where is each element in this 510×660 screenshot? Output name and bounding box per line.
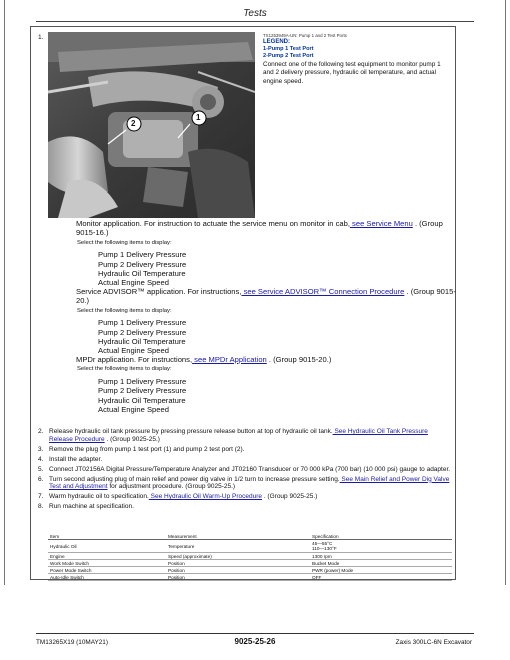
table-cell: Temperature (166, 540, 310, 553)
table-cell: Bucket Mode (310, 560, 452, 567)
table-row (48, 553, 452, 560)
manual-id: TM13265X19 (10MAY21) (36, 639, 108, 646)
step-body: Remove the plug from pump 1 test port (1) and pump 2 test port (2). (49, 445, 245, 453)
step-5 (38, 466, 452, 474)
step-text (49, 428, 452, 443)
step-group: . (Group 9025-25.) (262, 493, 318, 501)
step-7 (38, 493, 452, 501)
legend-item: 2-Pump 2 Test Port (263, 53, 314, 60)
list-item: Pump 1 Delivery Pressure (98, 250, 187, 260)
step-3 (38, 446, 452, 454)
list-item: Actual Engine Speed (98, 346, 169, 356)
mpdr-paragraph (76, 355, 456, 364)
table-cell: Position (166, 567, 310, 574)
machine-model: Zaxis 300LC-6N Excavator (395, 639, 472, 646)
column-header: Item (48, 533, 166, 540)
step-number: 3. (38, 445, 44, 453)
step-body: Turn second adjusting plug of main relief and power dig valve in 1/2 turn to increase pressure setting. (49, 475, 340, 483)
step-body: Connect JT02156A Digital Pressure/Temperature Analyzer and JT02160 Transducer or 70 000 kPa (700 bar) (10 000 psi) gauge to adapter. (49, 465, 451, 473)
advisor-group: . (Group 9015-20.) (76, 287, 456, 306)
list-item: Hydraulic Oil Temperature (98, 269, 186, 278)
mpdr-items (98, 377, 456, 415)
table-cell: Speed (approximate) (166, 553, 310, 560)
list-item: Actual Engine Speed (98, 278, 169, 288)
column-header: Measurement (166, 533, 310, 540)
step-6 (38, 476, 452, 491)
step-4 (38, 456, 452, 464)
list-item: Pump 1 Delivery Pressure (98, 318, 187, 328)
footer-rule (36, 633, 474, 634)
pump-test-ports-photo (48, 32, 255, 218)
service-menu-link[interactable]: see Service Menu (349, 219, 413, 228)
list-item: Hydraulic Oil Temperature (98, 395, 186, 405)
figure-caption (263, 33, 451, 86)
callout-1: 1 (196, 113, 201, 122)
monitor-items (98, 250, 456, 288)
list-item: Pump 1 Delivery Pressure (98, 376, 187, 386)
table-row (48, 560, 452, 567)
caption-text: Connect one of the following test equipment to monitor pump 1 and 2 delivery pressure, hydraulic oil temperature, and actual engine speed. (263, 61, 441, 85)
table-cell: 1300 rpm (310, 553, 452, 560)
right-margin-rule (505, 0, 506, 585)
monitor-section (76, 219, 456, 288)
list-item: Hydraulic Oil Temperature (98, 337, 186, 346)
callout-2: 2 (131, 119, 136, 128)
legend-item: 1-Pump 1 Test Port (263, 46, 314, 53)
step-number: 6. (38, 475, 44, 483)
step-number: 8. (38, 503, 44, 511)
step-8 (38, 503, 452, 511)
advisor-section (76, 287, 456, 356)
tank-pressure-release-link[interactable]: See Hydraulic Oil Tank Pressure Release Procedure (49, 428, 428, 443)
left-margin-rule (4, 0, 5, 585)
step-group: . (Group 9025-25.) (104, 435, 160, 443)
step-number: 5. (38, 465, 44, 473)
step-body: Warm hydraulic oil to specification. (49, 493, 149, 501)
table-cell: Hydraulic Oil (48, 540, 166, 553)
table-row (48, 540, 452, 553)
specification-table (48, 533, 452, 581)
table-cell: PWR (power) Mode (310, 567, 452, 574)
table-cell: Auto-Idle Switch (48, 574, 166, 581)
select-label: Select the following items to display: (77, 239, 172, 246)
main-relief-adjustment-link[interactable]: See Main Relief and Power Dig Valve Test and Adjustment (49, 475, 450, 491)
list-item: Pump 2 Delivery Pressure (98, 327, 187, 337)
advisor-connection-link[interactable]: see Service ADVISOR™ Connection Procedure (241, 287, 405, 296)
table-row (48, 567, 452, 574)
advisor-text: Service ADVISOR™ application. For instructions, (76, 287, 242, 296)
step-body: Run machine at specification. (49, 503, 134, 511)
monitor-group: . (Group 9015-16.) (76, 219, 443, 238)
mpdr-text: MPDr application. For instructions, (76, 355, 193, 364)
step-number: 7. (38, 493, 44, 501)
page-number: 9025-25-26 (234, 637, 276, 646)
step-body: Install the adapter. (49, 455, 103, 463)
column-header: Specification (310, 533, 452, 540)
page-title: Tests (243, 8, 267, 19)
procedure-steps (38, 428, 452, 513)
mpdr-application-link[interactable]: see MPDr Application (192, 355, 267, 364)
list-item: Actual Engine Speed (98, 405, 169, 415)
monitor-paragraph (76, 219, 456, 238)
table-cell: 45—55°C 110—130°F (310, 540, 452, 553)
step-text (49, 476, 452, 491)
advisor-items (98, 318, 456, 356)
legend-title: LEGEND: (263, 39, 290, 45)
list-item: Pump 2 Delivery Pressure (98, 386, 187, 396)
step-1-number: 1. (38, 34, 44, 41)
step-text (49, 493, 452, 501)
table-cell: Position (166, 574, 310, 581)
table-cell: Position (166, 560, 310, 567)
step-group: for adjustment procedure. (Group 9025-25.) (107, 483, 236, 491)
monitor-text: Monitor application. For instruction to actuate the service menu on monitor in cab, (76, 219, 350, 228)
table-cell: Work Mode Switch (48, 560, 166, 567)
header-rule (36, 21, 474, 22)
step-body: Release hydraulic oil tank pressure by pressing pressure release button at top of hydraulic oil tank. (49, 428, 333, 435)
list-item: Pump 2 Delivery Pressure (98, 259, 187, 269)
table-cell: Engine (48, 553, 166, 560)
step-2 (38, 428, 452, 443)
mpdr-group: . (Group 9015-20.) (266, 355, 332, 364)
advisor-paragraph (76, 287, 456, 306)
step-number: 2. (38, 428, 44, 435)
select-label: Select the following items to display: (77, 366, 172, 373)
table-row (48, 574, 452, 581)
mpdr-section (76, 355, 456, 415)
figure-code: TX1253949A-UN: Pump 1 and 2 Test Ports (263, 33, 347, 38)
step-number: 4. (38, 455, 44, 463)
table-cell: OFF (310, 574, 452, 581)
oil-warmup-link[interactable]: See Hydraulic Oil Warm-Up Procedure (148, 493, 263, 501)
table-cell: Power Mode Switch (48, 567, 166, 574)
select-label: Select the following items to display: (77, 307, 172, 314)
